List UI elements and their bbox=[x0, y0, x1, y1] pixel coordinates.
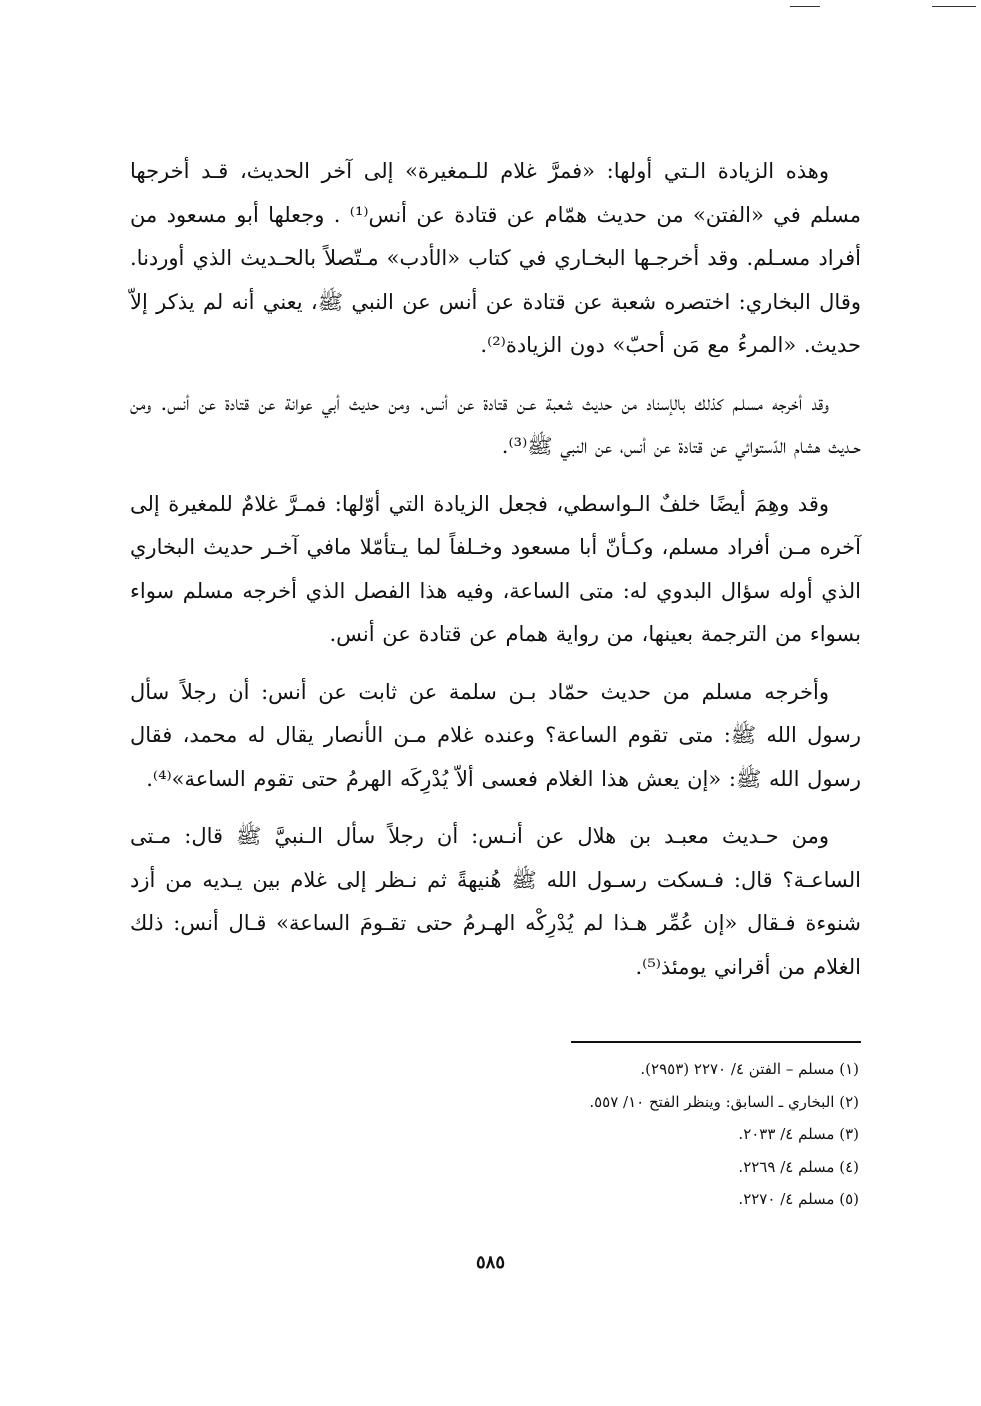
footnote-4: (٤) مسلم ٤/ ٢٢٦٩. bbox=[738, 1157, 859, 1176]
footnote-3: (٣) مسلم ٤/ ٢٠٣٣. bbox=[738, 1125, 859, 1143]
paragraph-1: وهذه الزيادة الـتي أولها: «فمرَّ غلام للـمغيرة» إلى آخر الحديث، قـد أخرجها مسلم في «الفتن» من حديث همّام عن قتادة عن أنس⁽¹⁾ . وجعلها أبو مسعود من أفراد مسـلم. وقد أخرجـها البخـاري في كتاب «الأدب» مـتّصلاً بالحـديث الذي أوردنا. وقال البخاري: اختصره شعبة عن قتادة عن أنس عن النبي ﷺ، يعني أنه لم يذكر إلاّ حديث. «المرءُ مع مَن أحبّ» دون الزيادة⁽²⁾. bbox=[130, 159, 861, 357]
top-edge-marks bbox=[0, 6, 981, 10]
main-text bbox=[130, 150, 861, 989]
paragraph-2: وقد أخرجه مسلـم كذلك بالإسناد من حديث شعبة عـن قتادة عن أنس. ومن حديث أبي عوانة عن قتادة عن أنس. ومن حـديث هشام الدّستوائي عن قتادة عن أنس، عن النبي ﷺ⁽³⁾. bbox=[130, 390, 861, 458]
footnotes-list bbox=[130, 1053, 859, 1216]
footnote-1: (١) مسلم – الفتن ٤/ ٢٢٧٠ (٢٩٥٣). bbox=[640, 1060, 859, 1078]
footnote-5: (٥) مسلم ٤/ ٢٢٧٠. bbox=[738, 1190, 859, 1208]
footnote-2: (٢) البخاري ـ السابق: وينظر الفتح ١٠/ ٥٥٧. bbox=[589, 1092, 859, 1111]
footnote-separator bbox=[571, 1041, 861, 1043]
paragraph-4: وأخرجه مسلم من حديث حمّاد بـن سلمة عن ثابت عن أنس: أن رجلاً سأل رسول الله ﷺ: متى تقوم الساعة؟ وعنده غلام مـن الأنصار يقال له محمد، فقال رسول الله ﷺ: «إن يعش هذا الغلام فعسى ألاّ يُدْرِكَه الهرمُ حتى تقوم الساعة»⁽⁴⁾. bbox=[130, 679, 861, 791]
paragraph-3: وقد وهِمَ أيضًا خلفٌ الـواسطي، فجعل الزيادة التي أوّلها: فمـرَّ غلامٌ للمغيرة إلى آخره مـن أفراد مسلم، وكـأنّ أبا مسعود وخـلفاً لما يـتأمّلا مافي آخـر حديث البخاري الذي أوله سؤال البدوي له: متى الساعة، وفيه هذا الفصل الذي أخرجه مسلم سواء بسواء من الترجمة بعينها، من رواية همام عن قتادة عن أنس. bbox=[130, 491, 861, 646]
paragraph-5: ومن حـديث معبـد بن هلال عن أنـس: أن رجلاً سأل الـنبيَّ ﷺ قال: مـتى الساعـة؟ قال: فـسكت رسـول الله ﷺ هُنيهةً ثم نـظر إلى غلام بين يـديه من أزد شنوءة فـقال «إن عُمِّر هـذا لم يُدْرِكْه الهـرمُ حتى تقـومَ الساعة» قـال أنس: ذلك الغلام من أقراني يومئذ⁽⁵⁾. bbox=[130, 824, 861, 979]
page-number: ٥٨٥ bbox=[475, 1252, 505, 1273]
